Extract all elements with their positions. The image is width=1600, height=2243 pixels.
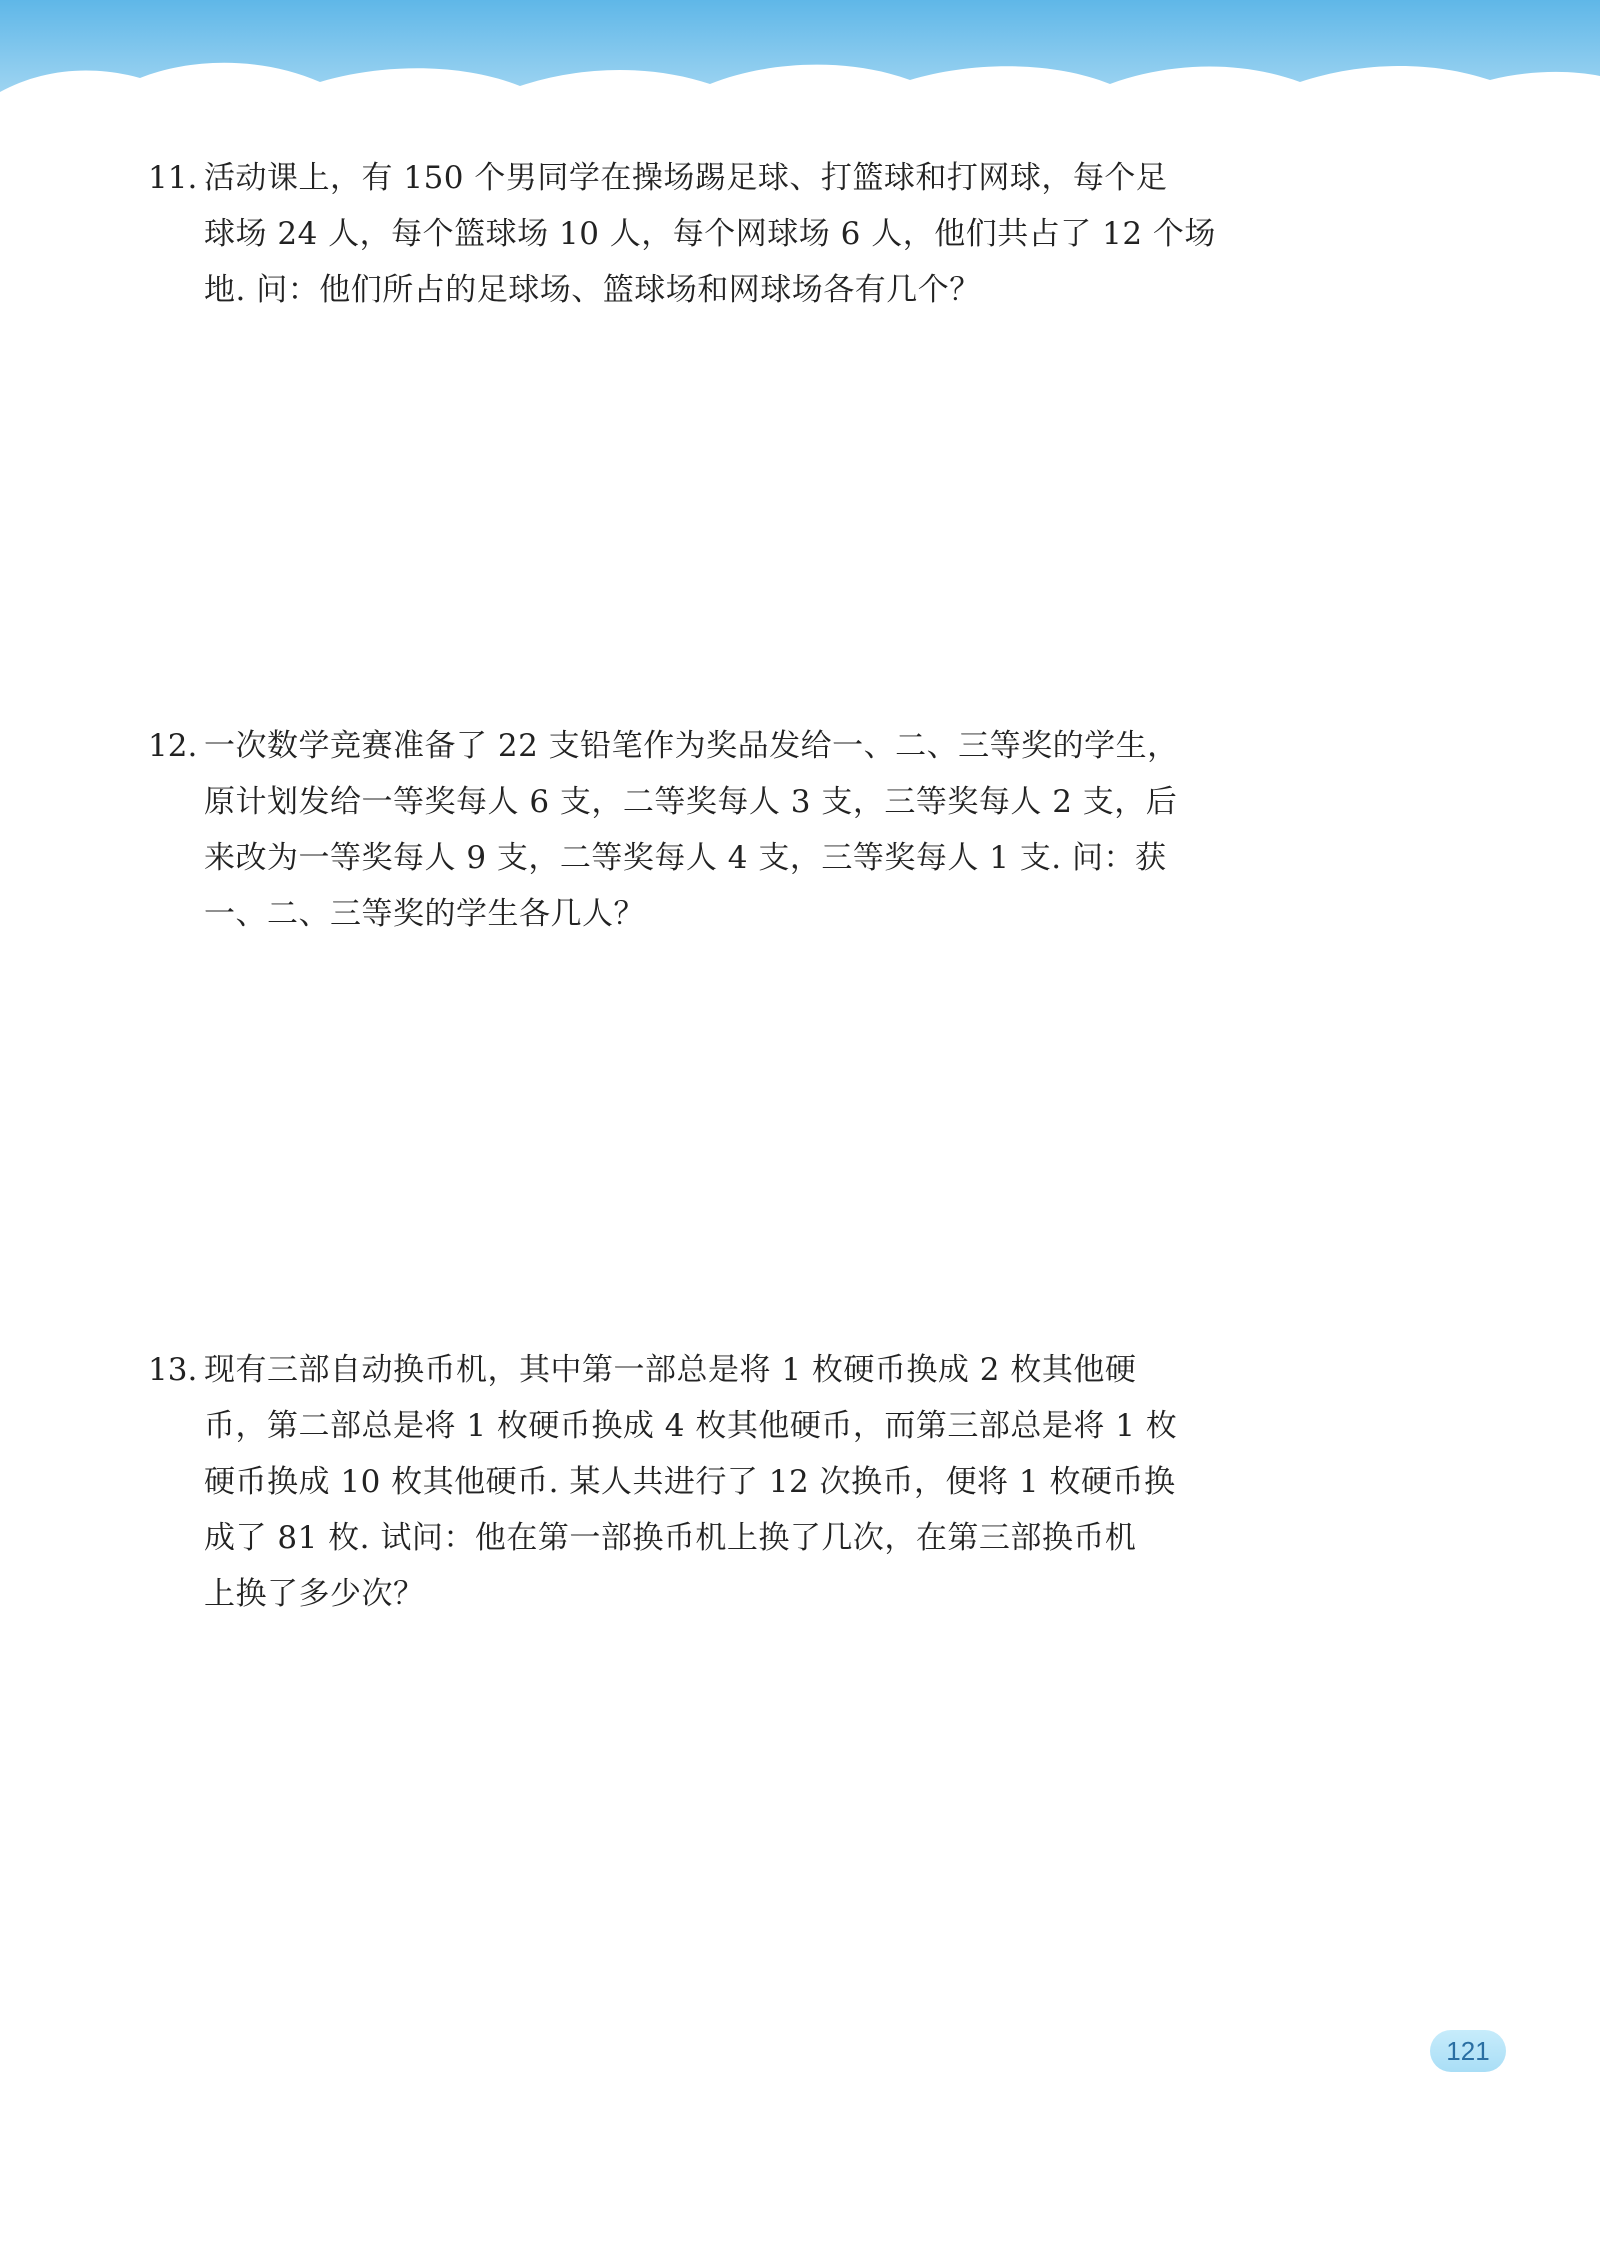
question-line: 成了 81 枚. 试问：他在第一部换币机上换了几次，在第三部换币机 (204, 1520, 1137, 1556)
page-number-badge: 121 (1430, 2030, 1506, 2072)
question-11 (148, 150, 1216, 318)
question-line: 球场 24 人，每个篮球场 10 人，每个网球场 6 人，他们共占了 12 个场 (204, 216, 1216, 252)
question-13 (148, 1342, 1178, 1622)
question-text (204, 718, 1179, 942)
question-line: 硬币换成 10 枚其他硬币. 某人共进行了 12 次换币，便将 1 枚硬币换 (204, 1464, 1176, 1500)
question-line: 现有三部自动换币机，其中第一部总是将 1 枚硬币换成 2 枚其他硬 (204, 1352, 1137, 1388)
question-line: 活动课上，有 150 个男同学在操场踢足球、打篮球和打网球，每个足 (204, 160, 1168, 196)
question-line: 地. 问：他们所占的足球场、篮球场和网球场各有几个？ (204, 272, 981, 308)
question-line: 原计划发给一等奖每人 6 支，二等奖每人 3 支，三等奖每人 2 支，后 (204, 784, 1178, 820)
question-number: 13. (148, 1352, 198, 1388)
question-line: 币，第二部总是将 1 枚硬币换成 4 枚其他硬币，而第三部总是将 1 枚 (204, 1408, 1178, 1444)
question-line: 上换了多少次？ (204, 1576, 425, 1612)
header-cloud-banner (0, 0, 1600, 150)
question-text (204, 150, 1216, 318)
question-12 (148, 718, 1179, 942)
question-number: 12. (148, 728, 198, 764)
question-line: 一、二、三等奖的学生各几人？ (204, 896, 645, 932)
question-line: 来改为一等奖每人 9 支，二等奖每人 4 支，三等奖每人 1 支. 问：获 (204, 840, 1167, 876)
question-line: 一次数学竞赛准备了 22 支铅笔作为奖品发给一、二、三等奖的学生， (204, 728, 1179, 764)
question-number: 11. (148, 160, 198, 196)
question-text (204, 1342, 1178, 1622)
